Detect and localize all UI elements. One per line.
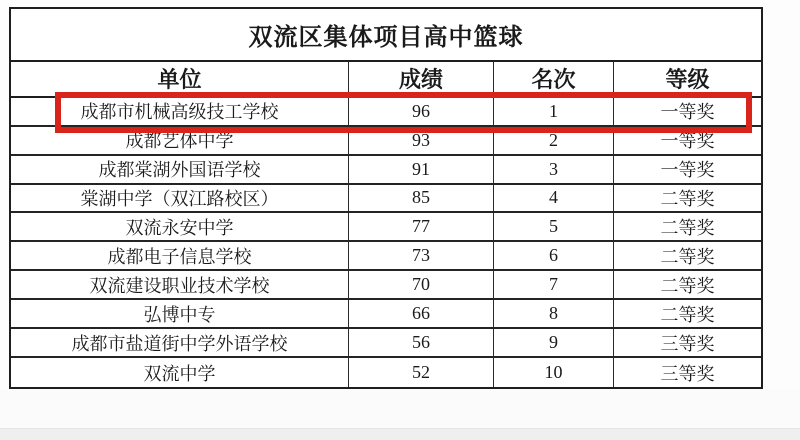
table-row [11,300,761,329]
grade-cell: 三等奖 [613,358,761,387]
first-place-highlight-box [55,92,752,133]
rank-cell: 4 [493,185,613,212]
unit-cell: 成都市机械高级技工学校 [80,102,279,123]
rank-cell: 3 [493,156,613,183]
bottom-scan-artifact-band [0,428,800,440]
table-row [11,329,761,358]
grade-cell: 二等奖 [613,271,761,298]
table-row [11,271,761,300]
unit-cell: 成都棠湖外国语学校 [98,160,261,181]
unit-cell: 成都艺体中学 [125,131,234,152]
grade-cell: 一等奖 [613,156,761,183]
rank-cell: 5 [493,213,613,240]
score-cell: 91 [348,156,493,183]
rank-cell: 1 [493,98,613,125]
table-row [11,156,761,185]
page-margin-area [0,389,800,428]
score-cell: 93 [348,127,493,154]
results-table [9,7,763,389]
grade-cell: 二等奖 [613,242,761,269]
grade-cell: 三等奖 [613,329,761,356]
rank-cell: 2 [493,127,613,154]
table-row [11,358,761,387]
column-header-rank: 名次 [493,62,613,96]
unit-cell: 双流建设职业技术学校 [89,275,270,296]
table-title: 双流区集体项目高中篮球 [11,9,761,62]
score-cell: 85 [348,185,493,212]
grade-cell: 一等奖 [613,98,761,125]
unit-cell: 成都市盐道街中学外语学校 [71,333,288,354]
unit-cell: 成都电子信息学校 [107,246,252,267]
score-cell: 56 [348,329,493,356]
rank-cell: 8 [493,300,613,327]
score-cell: 77 [348,213,493,240]
unit-cell: 双流中学 [143,363,216,384]
rank-cell: 6 [493,242,613,269]
unit-cell: 棠湖中学（双江路校区） [80,188,279,209]
score-cell: 96 [348,98,493,125]
table-row [11,185,761,214]
column-header-score: 成绩 [348,62,493,96]
score-cell: 73 [348,242,493,269]
table-row [11,213,761,242]
grade-cell: 二等奖 [613,300,761,327]
grade-cell: 二等奖 [613,185,761,212]
score-cell: 70 [348,271,493,298]
unit-cell: 弘博中专 [143,304,216,325]
grade-cell: 一等奖 [613,127,761,154]
score-cell: 66 [348,300,493,327]
rank-cell: 10 [493,358,613,387]
column-header-grade: 等级 [613,62,761,96]
unit-cell: 双流永安中学 [125,217,234,238]
rank-cell: 9 [493,329,613,356]
grade-cell: 二等奖 [613,213,761,240]
score-cell: 52 [348,358,493,387]
table-row [11,242,761,271]
rank-cell: 7 [493,271,613,298]
column-header-unit: 单位 [157,67,202,93]
